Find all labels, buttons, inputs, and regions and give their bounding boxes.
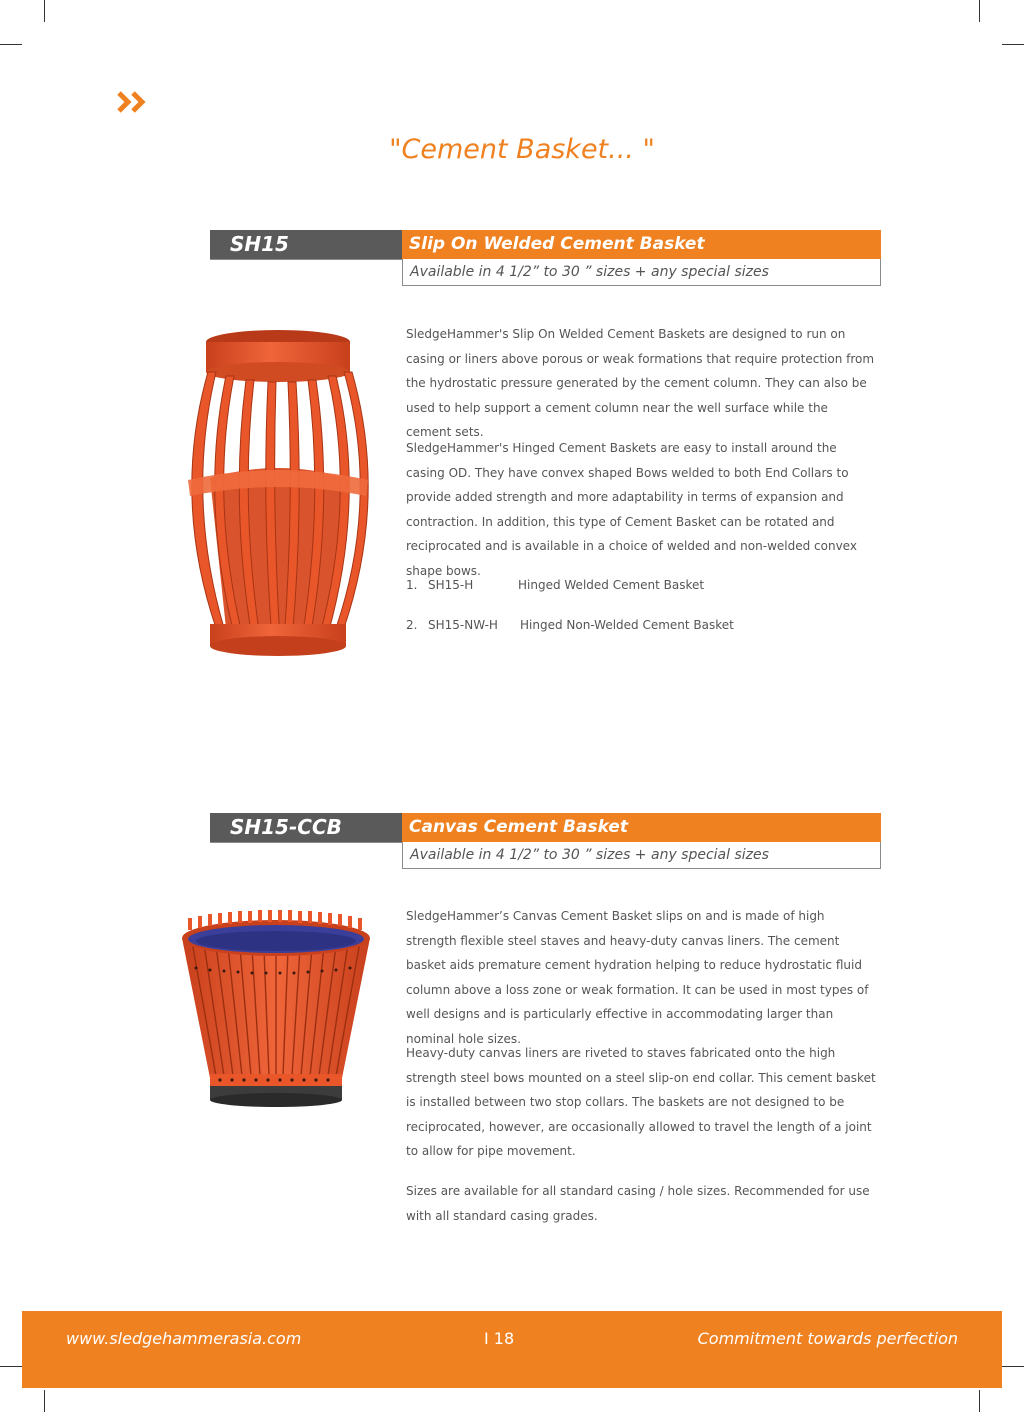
crop-mark [0, 1366, 22, 1367]
variant-description: Hinged Welded Cement Basket [518, 578, 705, 592]
list-number: 1. [406, 578, 418, 592]
welded-cement-basket-image [180, 328, 376, 662]
variant-code: SH15-NW-H [428, 618, 498, 632]
product-code: SH15-CCB [210, 813, 402, 842]
product-name: Canvas Cement Basket [402, 813, 881, 842]
product-code: SH15 [210, 230, 402, 259]
page-title: "Cement Basket... " [389, 134, 655, 165]
crop-mark [1002, 1366, 1024, 1367]
footer [22, 1311, 1002, 1388]
variant-code: SH15-H [428, 578, 474, 592]
crop-mark [44, 1390, 45, 1412]
product-sizes: Available in 4 1/2” to 30 ” sizes + any special sizes [402, 259, 881, 286]
product-description: SledgeHammer’s Canvas Cement Basket slips on and is made of high strength flexible steel staves and heavy-duty canvas liners. The cement basket aids premature cement hydration helping to reduce hydrostatic fluid column above a loss zone or weak formation. It can be used in most types of well designs and is particularly effective in accommodating larger than nominal hole sizes. [406, 909, 869, 1046]
crop-mark [979, 0, 980, 22]
crop-mark [44, 0, 45, 22]
footer-tagline: Commitment towards perfection [697, 1329, 958, 1348]
product-name: Slip On Welded Cement Basket [402, 230, 881, 259]
variant-description: Hinged Non-Welded Cement Basket [520, 618, 734, 632]
crop-mark [0, 44, 22, 45]
page-number: I 18 [484, 1329, 515, 1348]
footer-website-link[interactable]: www.sledgehammerasia.com [66, 1329, 302, 1348]
crop-mark [1002, 44, 1024, 45]
divider [210, 259, 402, 260]
divider [210, 842, 402, 843]
double-chevron-right-icon [116, 90, 150, 114]
list-number: 2. [406, 618, 418, 632]
crop-mark [979, 1390, 980, 1412]
product-description: Heavy-duty canvas liners are riveted to staves fabricated onto the high strength steel bows mounted on a steel slip-on end collar. This cement basket is installed between two stop collars. The baskets are not designed to be reciprocated, however, are occasionally allowed to travel the length of a joint to allow for pipe movement. [406, 1046, 876, 1158]
product-description: SledgeHammer's Slip On Welded Cement Baskets are designed to run on casing or liners above porous or weak formations that require protection from the hydrostatic pressure generated by the cement column. They can also be used to help support a cement column near the well surface while the cement sets. [406, 327, 875, 439]
canvas-cement-basket-image [176, 908, 376, 1110]
product-sizes: Available in 4 1/2” to 30 ” sizes + any special sizes [402, 842, 881, 869]
product-description: SledgeHammer's Hinged Cement Baskets are easy to install around the casing OD. They have convex shaped Bows welded to both End Collars to provide added strength and more adaptability in terms of expansion and contraction. In addition, this type of Cement Basket can be rotated and reciprocated and is available in a choice of welded and non-welded convex shape bows. [406, 441, 857, 578]
product-description: Sizes are available for all standard casing / hole sizes. Recommended for use with all standard casing grades. [406, 1184, 870, 1223]
